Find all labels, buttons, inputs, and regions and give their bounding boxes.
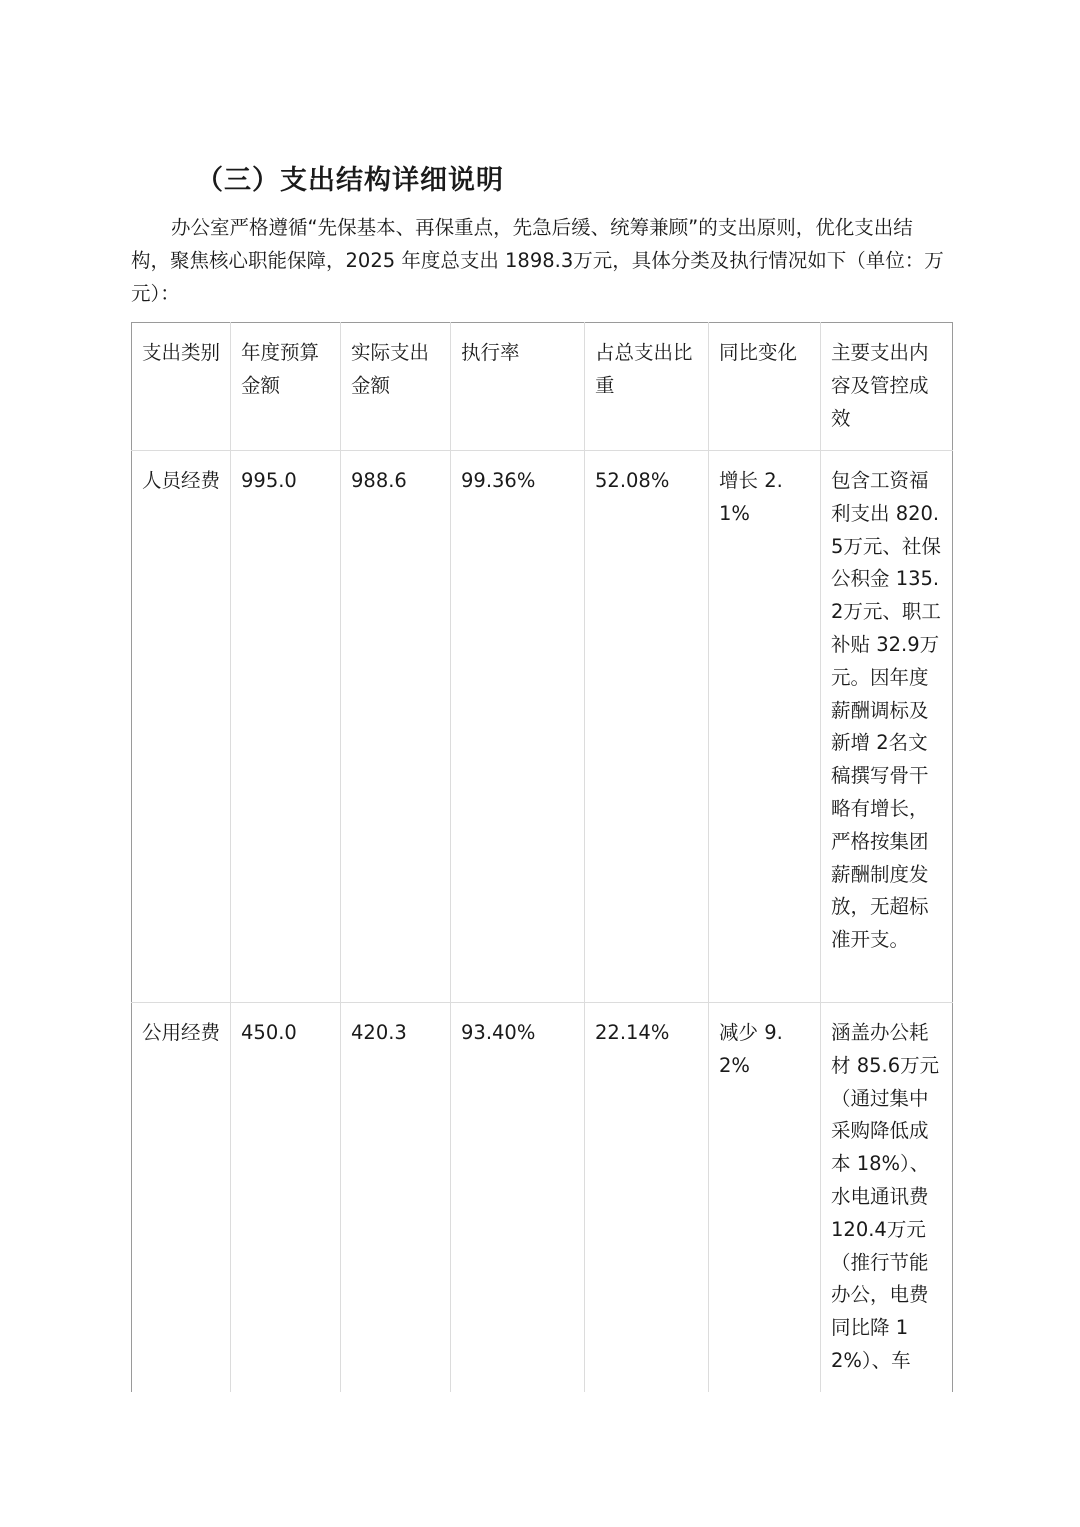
cell-detail: 涵盖办公耗材 85.6万元（通过集中采购降低成本 18%）、水电通讯费 120.4万元（推行节能办公，电费同比降 12%）、车 xyxy=(831,1021,940,1372)
intro-paragraph: 办公室严格遵循“先保基本、再保重点，先急后缓、统筹兼顾”的支出原则，优化支出结构，聚焦核心职能保障，2025 年度总支出 1898.3万元，具体分类及执行情况如下（单位：万元）： xyxy=(131,216,944,305)
header-rate: 执行率 xyxy=(451,323,585,451)
header-detail: 主要支出内容及管控成效 xyxy=(821,323,953,451)
cell-category: 公用经费 xyxy=(132,1003,231,1392)
cell-actual: 420.3 xyxy=(341,1003,451,1392)
cell-share: 52.08% xyxy=(585,451,709,1003)
header-change: 同比变化 xyxy=(709,323,821,451)
header-category: 支出类别 xyxy=(132,323,231,451)
table-row xyxy=(132,451,953,1003)
header-actual: 实际支出金额 xyxy=(341,323,451,451)
table-header-row xyxy=(132,323,953,451)
cell-share: 22.14% xyxy=(585,1003,709,1392)
header-share: 占总支出比重 xyxy=(585,323,709,451)
table-row xyxy=(132,1003,953,1392)
cell-actual: 988.6 xyxy=(341,451,451,1003)
cell-rate: 99.36% xyxy=(451,451,585,1003)
cell-budget: 450.0 xyxy=(231,1003,341,1392)
cell-category: 人员经费 xyxy=(132,451,231,1003)
header-budget: 年度预算金额 xyxy=(231,323,341,451)
cell-change: 增长 2.1% xyxy=(709,451,821,1003)
cell-detail: 包含工资福利支出 820.5万元、社保公积金 135.2万元、职工补贴 32.9万元。因年度薪酬调标及新增 2名文稿撰写骨干略有增长，严格按集团薪酬制度发放，无超标准开支。 xyxy=(821,451,953,1003)
expenditure-table xyxy=(131,322,953,1392)
section-heading: （三）支出结构详细说明 xyxy=(196,165,504,196)
cell-budget: 995.0 xyxy=(231,451,341,1003)
cell-rate: 93.40% xyxy=(451,1003,585,1392)
cell-change: 减少 9.2% xyxy=(709,1003,821,1392)
